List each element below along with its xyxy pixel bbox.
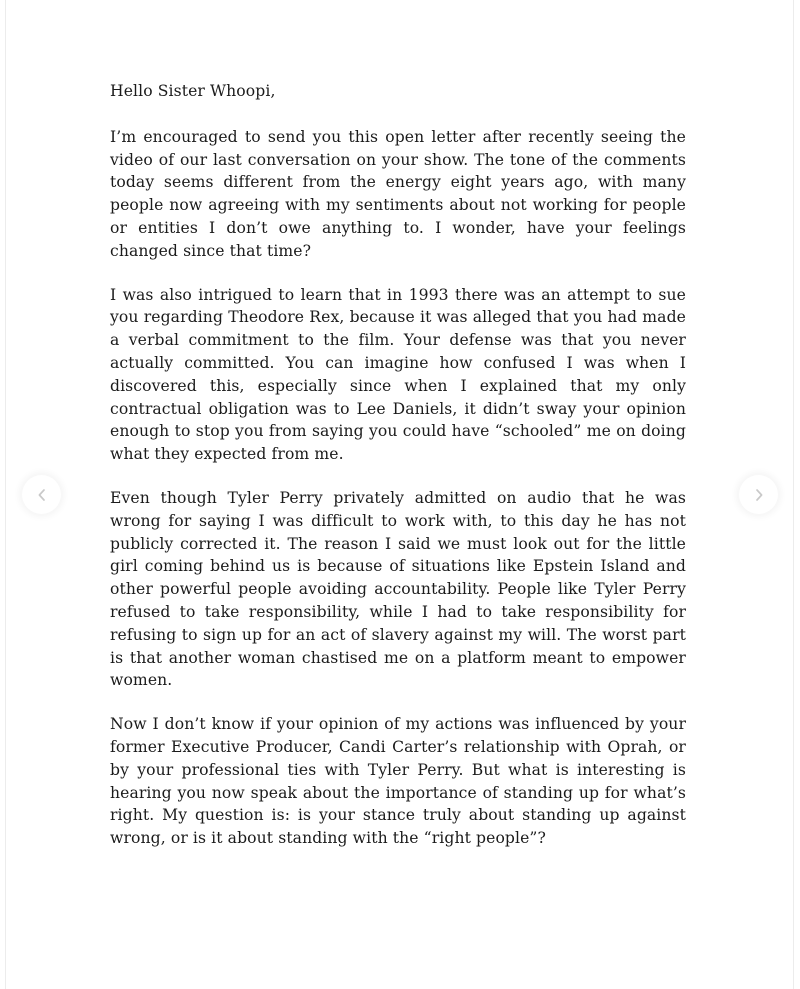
chevron-right-icon bbox=[751, 487, 767, 503]
letter-paragraph-1: I’m encouraged to send you this open letter after recently seeing the video of our last conversation on your show. The tone of the comments today seems different from the energy eight years ago, with many people now agreeing with my sentiments about not working for people or entities I don’t owe anything to. I wonder, have your feelings changed since that time? bbox=[110, 127, 686, 260]
chevron-left-icon bbox=[34, 487, 50, 503]
page-edge-right-rule bbox=[793, 0, 794, 989]
letter-paragraph-2: I was also intrigued to learn that in 1993 there was an attempt to sue you regarding Theodore Rex, because it was alleged that you had made a verbal commitment to the film. Your defense was that you never actually committed. You can imagine how confused I was when I discovered this, especially since when I explained that my only contractual obligation was to Lee Daniels, it didn’t sway your opinion enough to stop you from saying you could have “schooled” me on doing what they expected from me. bbox=[110, 285, 686, 464]
letter-body bbox=[110, 80, 686, 850]
next-page-button[interactable] bbox=[739, 475, 778, 514]
previous-page-button[interactable] bbox=[22, 475, 61, 514]
letter-page bbox=[6, 0, 793, 989]
letter-paragraph-3: Even though Tyler Perry privately admitted on audio that he was wrong for saying I was difficult to work with, to this day he has not publicly corrected it. The reason I said we must look out for the little girl coming behind us is because of situations like Epstein Island and other powerful people avoiding accountability. People like Tyler Perry refused to take responsibility, while I had to take responsibility for refusing to sign up for an act of slavery against my will. The worst part is that another woman chastised me on a platform meant to empower women. bbox=[110, 488, 686, 690]
letter-salutation: Hello Sister Whoopi, bbox=[110, 82, 276, 100]
letter-paragraph-4: Now I don’t know if your opinion of my actions was influenced by your former Executive Producer, Candi Carter’s relationship with Oprah, or by your professional ties with Tyler Perry. But what is interesting is hearing you now speak about the importance of standing up for what’s right. My question is: is your stance truly about standing up against wrong, or is it about standing with the “right people”? bbox=[110, 715, 686, 848]
